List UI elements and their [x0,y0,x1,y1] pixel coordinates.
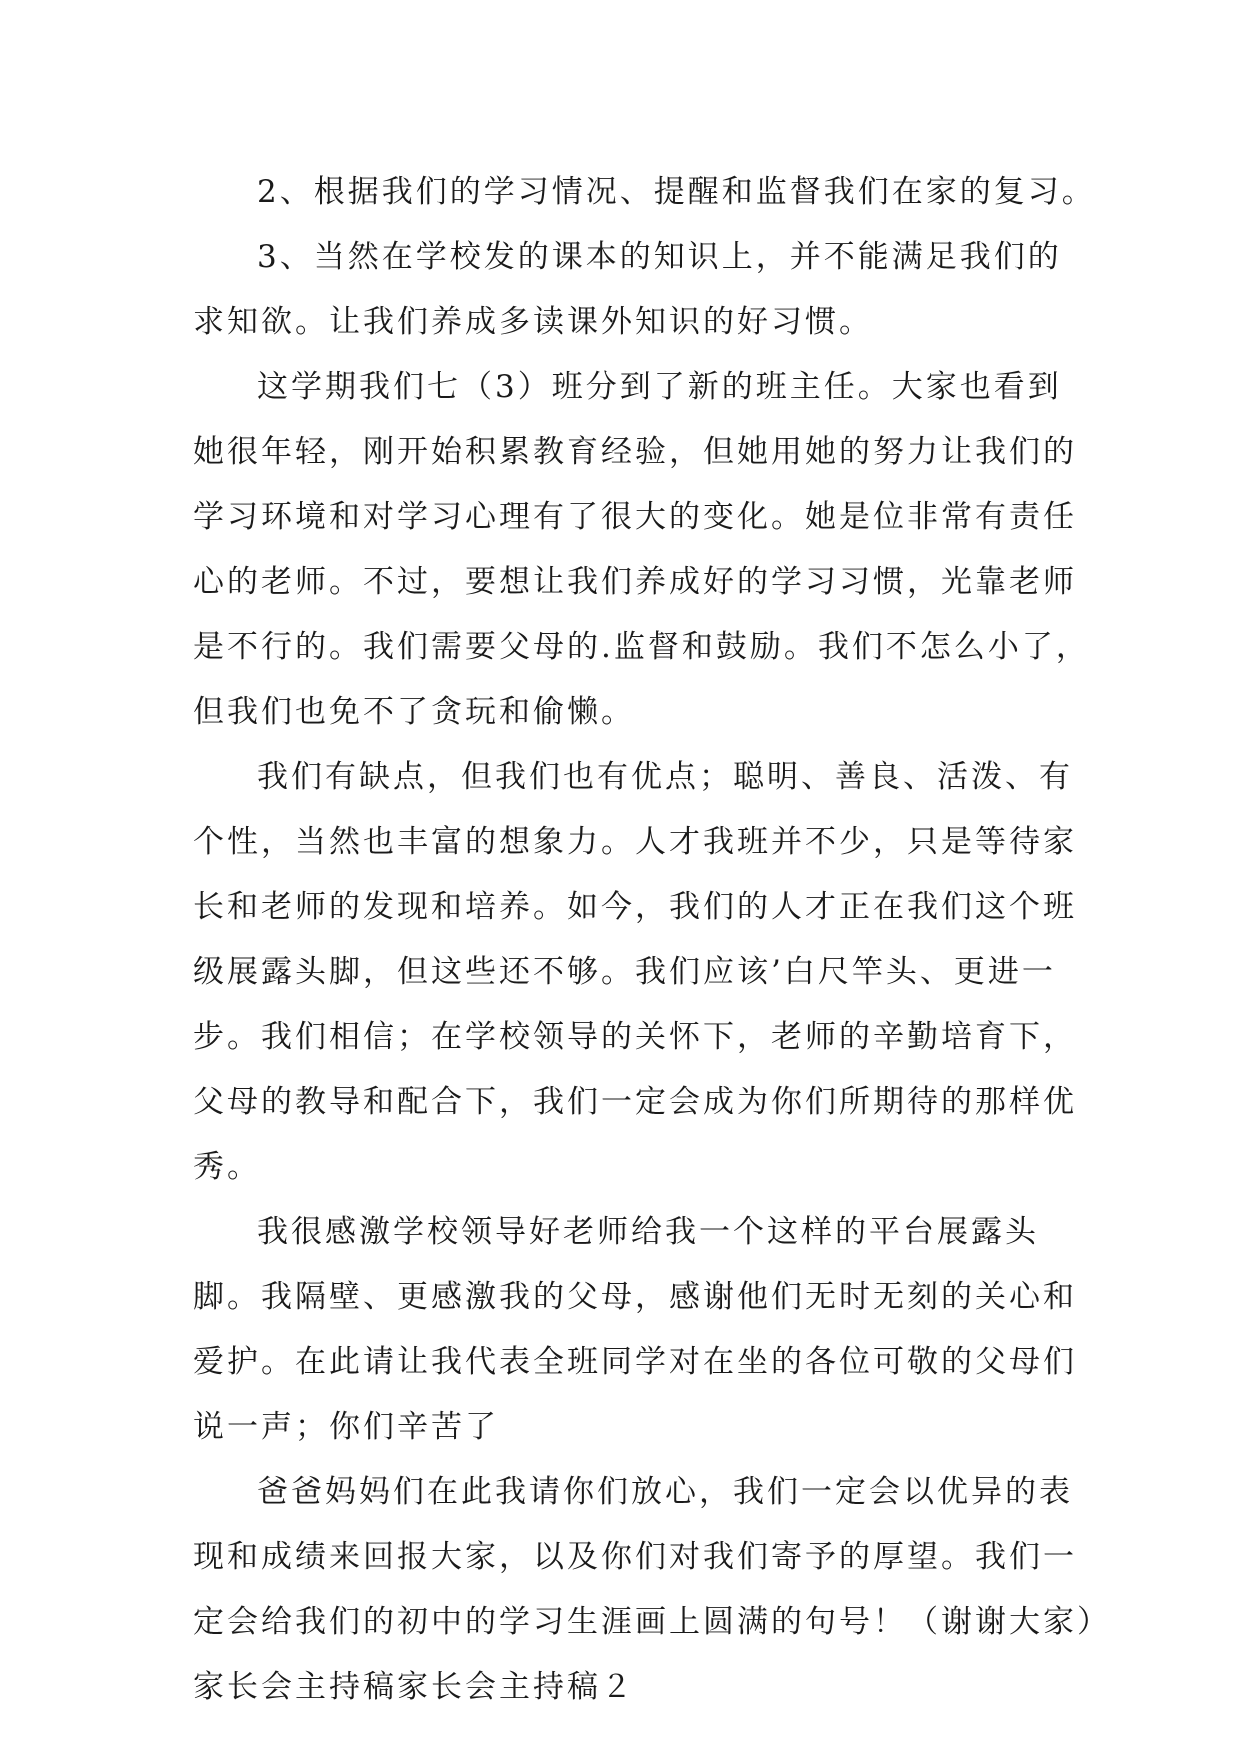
text-line: 说一声；你们辛苦了 [193,1409,499,1445]
text-line: 定会给我们的初中的学习生涯画上圆满的句号！（谢谢大家） [193,1604,1111,1640]
text-line: 学习环境和对学习心理有了很大的变化。她是位非常有责任 [193,499,1077,535]
text-line: 2、根据我们的学习情况、提醒和监督我们在家的复习。 [257,174,1096,210]
text-line: 爱护。在此请让我代表全班同学对在坐的各位可敬的父母们 [193,1344,1077,1380]
text-line: 求知欲。让我们养成多读课外知识的好习惯。 [193,304,873,340]
text-line: 级展露头脚，但这些还不够。我们应该’白尺竿头、更进一 [193,954,1056,990]
text-line: 心的老师。不过，要想让我们养成好的学习习惯，光靠老师 [193,564,1077,600]
text-line: 父母的教导和配合下，我们一定会成为你们所期待的那样优 [193,1084,1077,1120]
text-line: 家长会主持稿家长会主持稿２ [193,1669,635,1705]
text-line: 是不行的。我们需要父母的.监督和鼓励。我们不怎么小了， [193,629,1090,665]
text-line: 爸爸妈妈们在此我请你们放心，我们一定会以优异的表 [257,1474,1073,1510]
text-line: 步。我们相信；在学校领导的关怀下，老师的辛勤培育下， [193,1019,1077,1055]
text-line: 秀。 [193,1149,261,1185]
text-line: 长和老师的发现和培养。如今，我们的人才正在我们这个班 [193,889,1077,925]
text-line: 3、当然在学校发的课本的知识上，并不能满足我们的 [257,239,1062,275]
text-line: 脚。我隔壁、更感激我的父母，感谢他们无时无刻的关心和 [193,1279,1077,1315]
text-line: 这学期我们七（3）班分到了新的班主任。大家也看到 [257,369,1062,405]
text-line: 但我们也免不了贪玩和偷懒。 [193,694,635,730]
text-line: 个性，当然也丰富的想象力。人才我班并不少，只是等待家 [193,824,1077,860]
text-line: 我们有缺点，但我们也有优点；聪明、善良、活泼、有 [257,759,1073,795]
text-line: 现和成绩来回报大家，以及你们对我们寄予的厚望。我们一 [193,1539,1077,1575]
text-line: 我很感激学校领导好老师给我一个这样的平台展露头 [257,1214,1039,1250]
document-body [193,160,1111,1720]
text-line: 她很年轻，刚开始积累教育经验，但她用她的努力让我们的 [193,434,1077,470]
